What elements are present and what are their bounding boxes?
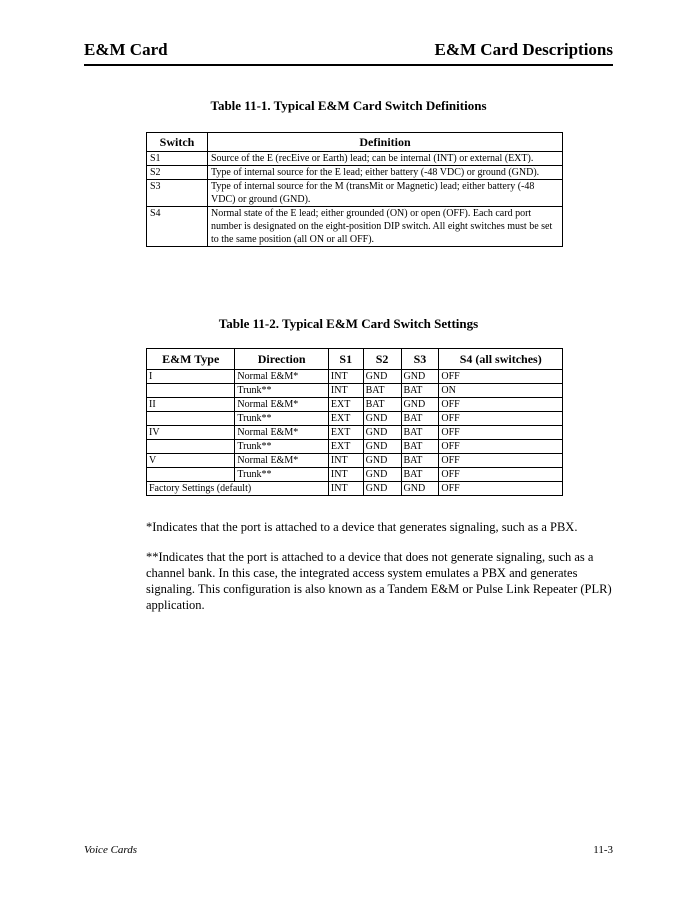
s2-cell: BAT	[363, 384, 401, 398]
table1-header-row	[147, 133, 563, 152]
page-header	[84, 38, 613, 66]
footer-section-name: Voice Cards	[84, 844, 138, 856]
direction-cell: Trunk**	[235, 412, 329, 426]
direction-cell: Normal E&M*	[235, 454, 329, 468]
factory-settings-row	[147, 482, 563, 496]
switch-cell: S4	[147, 207, 208, 247]
header-section-title: E&M Card Descriptions	[434, 40, 613, 59]
s1-cell: INT	[328, 468, 363, 482]
table-row	[147, 440, 563, 454]
table1-header-cell: Definition	[208, 133, 563, 152]
direction-cell: Normal E&M*	[235, 398, 329, 412]
em-type-cell: V	[147, 454, 235, 468]
s3-cell: BAT	[401, 440, 439, 454]
em-type-cell: IV	[147, 426, 235, 440]
direction-cell: Trunk**	[235, 468, 329, 482]
s3-cell: BAT	[401, 426, 439, 440]
factory-settings-label: Factory Settings (default)	[147, 482, 329, 496]
table2-title: Table 11-2. Typical E&M Card Switch Settings	[218, 316, 479, 331]
switch-definitions-table	[146, 132, 563, 247]
table2-header-cell: E&M Type	[147, 349, 235, 370]
s3-cell: BAT	[401, 468, 439, 482]
table-row	[147, 207, 563, 247]
s1-cell: INT	[328, 370, 363, 384]
table-row	[147, 370, 563, 384]
s4-cell: OFF	[439, 440, 563, 454]
table-row	[147, 180, 563, 207]
s1-cell: EXT	[328, 426, 363, 440]
switch-cell: S2	[147, 166, 208, 180]
s4-cell: OFF	[439, 412, 563, 426]
s4-cell: OFF	[439, 426, 563, 440]
em-type-cell	[147, 468, 235, 482]
s3-cell: GND	[401, 482, 439, 496]
direction-cell: Normal E&M*	[235, 370, 329, 384]
s3-cell: GND	[401, 398, 439, 412]
em-type-cell	[147, 384, 235, 398]
switch-cell: S3	[147, 180, 208, 207]
s1-cell: INT	[328, 384, 363, 398]
s4-cell: OFF	[439, 454, 563, 468]
table-row	[147, 152, 563, 166]
definition-cell: Type of internal source for the M (transMit or Magnetic) lead; either battery (-48 VDC) or ground (GND).	[208, 180, 563, 207]
table1-header-cell: Switch	[147, 133, 208, 152]
s2-cell: GND	[363, 454, 401, 468]
definition-cell: Type of internal source for the E lead; either battery (-48 VDC) or ground (GND).	[208, 166, 563, 180]
table-row	[147, 426, 563, 440]
s2-cell: GND	[363, 412, 401, 426]
table2-header-cell: S3	[401, 349, 439, 370]
s3-cell: BAT	[401, 384, 439, 398]
footnote-single-asterisk: *Indicates that the port is attached to a device that generates signaling, such as a PBX.	[146, 520, 578, 534]
table-row	[147, 412, 563, 426]
table2-header-cell: Direction	[235, 349, 329, 370]
page-number: 11-3	[593, 844, 613, 856]
table-row	[147, 398, 563, 412]
table2-header-row	[147, 349, 563, 370]
em-type-cell: II	[147, 398, 235, 412]
s2-cell: GND	[363, 468, 401, 482]
table-row	[147, 468, 563, 482]
switch-cell: S1	[147, 152, 208, 166]
em-type-cell	[147, 412, 235, 426]
s4-cell: OFF	[439, 482, 563, 496]
s1-cell: EXT	[328, 412, 363, 426]
direction-cell: Normal E&M*	[235, 426, 329, 440]
table2-header-cell: S2	[363, 349, 401, 370]
s3-cell: BAT	[401, 412, 439, 426]
table-row	[147, 454, 563, 468]
table2-header-cell: S4 (all switches)	[439, 349, 563, 370]
em-type-cell: I	[147, 370, 235, 384]
definition-cell: Normal state of the E lead; either grounded (ON) or open (OFF). Each card port number is designated on the eight-position DIP switch. All eight switches must be set to the same position (all ON or all OFF).	[208, 207, 563, 247]
table-row	[147, 166, 563, 180]
s4-cell: OFF	[439, 468, 563, 482]
s4-cell: OFF	[439, 398, 563, 412]
header-chapter-title: E&M Card	[84, 40, 168, 59]
footnote-double-asterisk: **Indicates that the port is attached to a device that does not generate signaling, such as a channel bank. In this case, the integrated access system emulates a PBX and generates signaling. This configuration is also known as a Tandem E&M or Pulse Link Repeater (PLR) application.	[146, 550, 612, 612]
s2-cell: BAT	[363, 398, 401, 412]
s1-cell: INT	[328, 482, 363, 496]
s3-cell: BAT	[401, 454, 439, 468]
s1-cell: INT	[328, 454, 363, 468]
s4-cell: OFF	[439, 370, 563, 384]
direction-cell: Trunk**	[235, 384, 329, 398]
s3-cell: GND	[401, 370, 439, 384]
switch-settings-table	[146, 348, 563, 496]
em-type-cell	[147, 440, 235, 454]
table-row	[147, 384, 563, 398]
s2-cell: GND	[363, 370, 401, 384]
s2-cell: GND	[363, 482, 401, 496]
direction-cell: Trunk**	[235, 440, 329, 454]
table1-title: Table 11-1. Typical E&M Card Switch Definitions	[210, 98, 487, 113]
s1-cell: EXT	[328, 440, 363, 454]
s1-cell: EXT	[328, 398, 363, 412]
definition-cell: Source of the E (recEive or Earth) lead; can be internal (INT) or external (EXT).	[208, 152, 563, 166]
s4-cell: ON	[439, 384, 563, 398]
s2-cell: GND	[363, 440, 401, 454]
s2-cell: GND	[363, 426, 401, 440]
table2-header-cell: S1	[328, 349, 363, 370]
